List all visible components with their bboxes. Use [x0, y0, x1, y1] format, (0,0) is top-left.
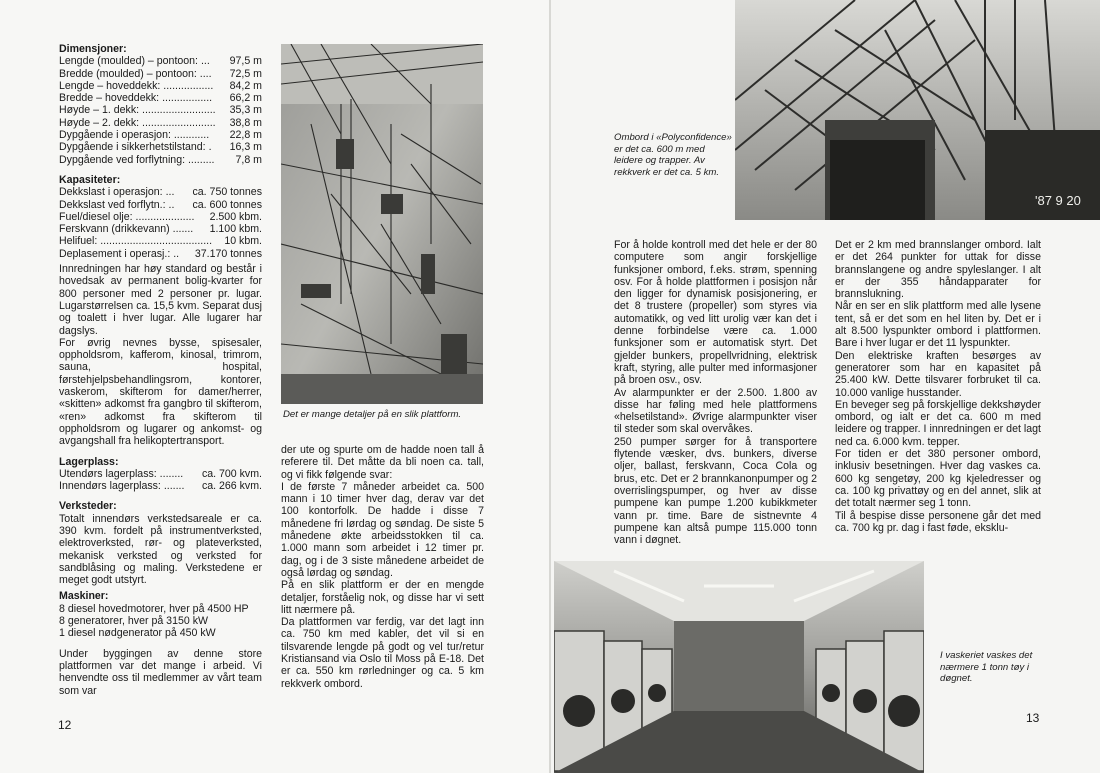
spec-label: Lengde (moulded) – pontoon: ...: [59, 55, 210, 68]
workforce-paragraph: I de første 7 måneder arbeidet ca. 500 mann i 10 timer hver dag, derav var det 100 kontorfolk. De hadde i disse 7 månedene fri lørdag og søndag. De siste 5 månedene økte arbeidsstokken til ca. 1.000 mann som arbeidet i 12 timer pr. dag, og i de 3 siste månedene arbeidet de også lørdag og søndag.: [281, 480, 484, 579]
workshops-paragraph: Totalt innendørs verkstedsareale er ca. 390 kvm. fordelt på instrumentverksted, elektroverksted, rør- og plateverksted, mekanisk verksted og verksted for sandblåsing og maling. Verkstedene er meget godt utstyrt.: [59, 512, 262, 587]
deck-photo-caption: Det er mange detaljer på en slik plattform.: [283, 409, 462, 420]
systems-column: [614, 239, 817, 546]
spec-row: [59, 211, 262, 223]
spec-value: 38,8 m: [229, 116, 262, 129]
pumps-paragraph: 250 pumper sørger for å transportere flytende væsker, dvs. bunkers, diverse oljer, ballast, ferskvann, Coca Cola og brus, etc. Det er 2 brannkanonpumper og 2 overrislingspumper, og hver av disse pumpene kan pumpe 1.200 kubikkmeter vann pr. time. Bare de sistnevnte 4 pumpene kan altså pumpe 115.000 tonn vann i døgnet.: [614, 435, 817, 547]
spec-value: 97,5 m: [229, 55, 262, 68]
spec-label: Deplasement i operasj.: ..: [59, 247, 180, 260]
spec-row: [59, 129, 262, 141]
alarms-paragraph: Av alarmpunkter er der 2.500. 1.800 av disse har føling med hele plattformens «helsetilstand». Øvrige alarmpunkter viser til steder som skal overvåkes.: [614, 386, 817, 436]
capacities-heading: Kapasiteter:: [59, 173, 121, 186]
stairs-caption: Ombord i «Polyconfidence» er det ca. 600 m med leidere og trapper. Av rekkverk er det ca. 5 km.: [614, 132, 732, 178]
spec-label: Bredde – hoveddekk: .................: [59, 92, 213, 105]
spec-value: 7,8 m: [235, 153, 262, 166]
spec-row: [59, 68, 262, 80]
storage-heading: Lagerplass:: [59, 455, 119, 468]
capacities-list: [59, 186, 262, 260]
spec-label: Dekkslast ved forflytn.: ..: [59, 198, 175, 211]
spec-row: [59, 480, 262, 492]
spec-row: [59, 80, 262, 92]
spec-label: Lengde – hoveddekk: .................: [59, 79, 214, 92]
workforce-paragraph: Da plattformen var ferdig, var det lagt inn ca. 750 km med kabler, det vil si en tilsvarende lengde på godt og vel tur/retur Kristiansand via Oslo til Moss på E-18. Det er ca. 550 km rørledninger og ca. 5 km rekkverk ombord.: [281, 616, 484, 690]
spec-row: [59, 235, 262, 247]
spec-label: Dekkslast i operasjon: ...: [59, 186, 175, 199]
spec-value: 37.170 tonnes: [194, 247, 262, 260]
spec-value: 66,2 m: [229, 92, 262, 105]
spec-row: [59, 468, 262, 480]
deck-detail-photo: [281, 44, 483, 404]
spec-row: [59, 117, 262, 129]
workforce-paragraph: På en slik plattform er der en mengde detaljer, forståelig nok, og disse har vi sett litt nærmere på.: [281, 579, 484, 616]
machinery-line: 1 diesel nødgenerator på 450 kW: [59, 627, 216, 640]
spec-row: [59, 141, 262, 153]
facts-paragraph: Når en ser en slik plattform med alle lysene tent, så er det som en hel liten by. Det er i alt 8.500 lyspunkter ombord i plattformen. Bare i hver lugar er det 11 lyspunkter.: [835, 300, 1041, 350]
spec-value: 22,8 m: [229, 129, 262, 142]
spec-value: 84,2 m: [229, 79, 262, 92]
spec-label: Ferskvann (drikkevann) .......: [59, 223, 194, 236]
facts-paragraph: Til å bespise disse personene går det med ca. 700 kg pr. dag i fast føde, eksklu-: [835, 509, 1041, 534]
laundry-photo: [554, 561, 924, 773]
spec-value: 16,3 m: [229, 141, 262, 154]
spec-label: Bredde (moulded) – pontoon: ....: [59, 67, 212, 80]
spec-value: ca. 600 tonnes: [192, 198, 262, 211]
spec-row: [59, 154, 262, 166]
spec-value: 72,5 m: [229, 67, 262, 80]
accommodation-paragraph: Innredningen har høy standard og består i hovedsak av permanent bolig-kvarter for 800 personer med 2 personer pr. lugar. Lugarstørrelsen ca. 15,5 kvm. Separat dusj og toalett i hver lugar. Alle lugarer har dagslys.: [59, 263, 262, 337]
photo-datestamp: '87 9 20: [1035, 193, 1081, 208]
spec-value: ca. 750 tonnes: [192, 186, 262, 199]
spec-label: Fuel/diesel olje: ....................: [59, 210, 195, 223]
platform-structure-photo: [735, 0, 1100, 220]
workshops-heading: Verksteder:: [59, 500, 117, 513]
left-page: [0, 0, 549, 773]
spec-value: 1.100 kbm.: [209, 223, 262, 236]
facts-column: [835, 239, 1041, 534]
facts-paragraph: Den elektriske kraften besørges av generatorer som har en kapasitet på 25.400 kW. Dette tilsvarer forbruket til ca. 10.000 vanlige husstander.: [835, 349, 1041, 399]
machinery-line: 8 generatorer, hver på 3150 kW: [59, 615, 208, 628]
spec-label: Innendørs lagerplass: .......: [59, 480, 185, 493]
spec-label: Dypgående ved forflytning: .........: [59, 153, 215, 166]
spec-row: [59, 104, 262, 116]
facts-paragraph: En beveger seg på forskjellige dekkshøyder ombord, og ialt er det ca. 600 m med leidere og trapper. I innredningen er det lagt ned ca. 6.000 kvm. tepper.: [835, 398, 1041, 448]
machinery-heading: Maskiner:: [59, 590, 109, 603]
workforce-column: [281, 444, 484, 690]
facts-paragraph: Det er 2 km med brannslanger ombord. Ialt er det 264 punkter for uttak for disse brannslangene og andre spyleslanger. I alt er der 355 håndapparater for brannslukning.: [835, 239, 1041, 301]
spec-row: [59, 223, 262, 235]
spec-label: Dypgående i operasjon: ............: [59, 129, 210, 142]
spec-label: Dypgående i sikkerhetstilstand: .: [59, 141, 212, 154]
dimensions-list: [59, 55, 262, 166]
spec-value: 35,3 m: [229, 104, 262, 117]
spec-value: 10 kbm.: [224, 235, 262, 248]
page-number-left: 12: [58, 718, 72, 732]
spec-value: ca. 266 kvm.: [201, 480, 262, 493]
spec-row: [59, 92, 262, 104]
spec-row: [59, 248, 262, 260]
systems-paragraph: For å holde kontroll med det hele er der 80 computere som angir forskjellige funksjoner ombord, f.eks. strøm, spenning osv. For å holde plattformen i posisjon når den ligger for dynamisk posisjonering, er det 8 trustere (propeller) som styres via automatikk, og ved litt urolig vær kan det i denne forbindelse være ca. 1.000 funksjoner som er automatisk styrt. Det gjelder bunkers, propellvridning, elektrisk kraft, styring, alle pulter med informasjoner på broen osv., osv.: [614, 239, 817, 387]
dimensions-heading: Dimensjoner:: [59, 43, 127, 55]
right-page: [551, 0, 1100, 773]
spec-row: [59, 199, 262, 211]
workforce-paragraph: der ute og spurte om de hadde noen tall å referere til. Det måtte da bli noen ca. tall, og vi fikk følgende svar:: [281, 444, 484, 481]
spec-value: 2.500 kbm.: [209, 210, 262, 223]
laundry-caption: I vaskeriet vaskes det nærmere 1 tonn tøy i døgnet.: [940, 650, 1033, 685]
spec-label: Utendørs lagerplass: ........: [59, 467, 184, 480]
spec-row: [59, 55, 262, 67]
spec-label: Høyde – 2. dekk: .........................: [59, 116, 216, 129]
storage-list: [59, 468, 262, 493]
spec-row: [59, 186, 262, 198]
specs-column: [59, 43, 262, 697]
construction-intro-paragraph: Under byggingen av denne store plattformen var det mange i arbeid. Vi henvendte oss til medlemmer av vårt team som var: [59, 647, 262, 697]
spec-label: Høyde – 1. dekk: .........................: [59, 104, 216, 117]
spec-label: Helifuel: ......................................: [59, 235, 213, 248]
facts-paragraph: For tiden er det 380 personer ombord, inklusiv besetningen. Hver dag vaskes ca. 600 kg sengetøy, 200 kg kjeledresser og ca. 100 kg privattøy og en del annet, slik at det totalt nærmer seg 1 tonn.: [835, 448, 1041, 510]
machinery-line: 8 diesel hovedmotorer, hver på 4500 HP: [59, 602, 249, 615]
spec-value: ca. 700 kvm.: [201, 467, 262, 480]
facilities-paragraph: For øvrig nevnes bysse, spisesaler, oppholdsrom, kafferom, kinosal, trimrom, sauna, hospital, førstehjelpsbehandlingsrom, kontorer, vaskerom, skifterom for damer/herrer, «skitten» adkomst fra gangbro til skifterom, «ren» adkomst fra skifterom til oppholdsrom og lugarer og ankomst- og avgangshall fra helikoptertransport.: [59, 336, 262, 448]
page-number-right: 13: [1026, 711, 1040, 725]
